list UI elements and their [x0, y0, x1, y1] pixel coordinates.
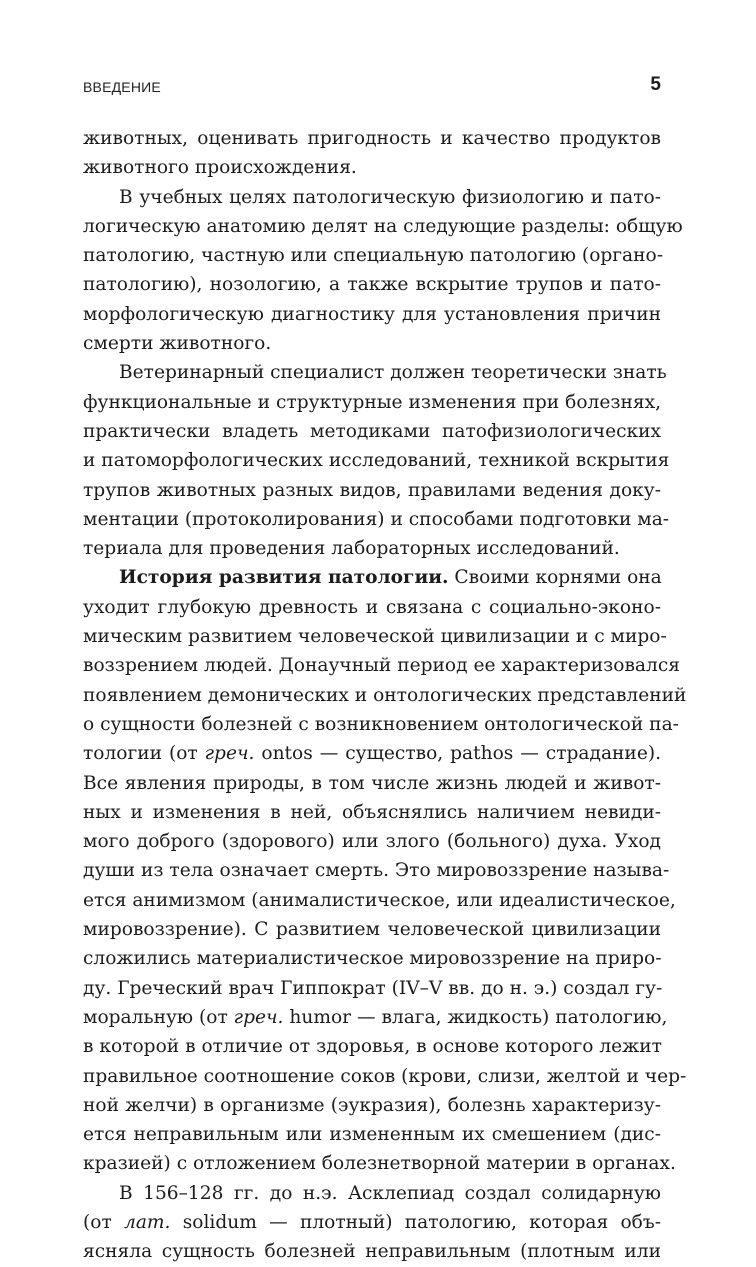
text-line: мическим развитием человеческой цивилизации и с миро-: [83, 626, 667, 648]
text-line: ных и изменения в ней, объяснялись наличием невиди-: [83, 801, 661, 823]
text-run: (от: [83, 1211, 124, 1233]
text-line: сложились материалистическое мировоззрение на приро-: [83, 948, 662, 970]
text-run: Своими корнями она: [448, 567, 662, 589]
section-heading: История развития патологии.: [119, 567, 449, 589]
text-line: функциональные и структурные изменения при болезнях,: [83, 391, 661, 413]
text-line: трупов животных разных видов, правилами ведения доку-: [83, 479, 661, 501]
paragraph: [83, 183, 683, 359]
text-line: ду. Греческий врач Гиппократ (IV–V вв. до н. э.) создал гу-: [83, 977, 663, 999]
text-line: В учебных целях патологическую физиологию и пато-: [119, 186, 661, 208]
text-run: humor — влага, жидкость) патологию,: [283, 1006, 668, 1028]
text-run: моральную (от: [83, 1006, 234, 1028]
text-line: души из тела означает смерть. Это мировоззрение называ-: [83, 860, 670, 882]
text-line: правильное соотношение соков (крови, слизи, желтой и чер-: [83, 1065, 687, 1087]
text-line: логическую анатомию делят на следующие разделы: общую: [83, 215, 683, 237]
text-line: ется анимизмом (анималистическое, или идеалистическое,: [83, 889, 676, 911]
text-line: о сущности болезней с возникновением онтологической па-: [83, 713, 679, 735]
text-line: [83, 563, 661, 592]
text-body: [83, 124, 687, 1267]
text-line: уходит глубокую древность и связана с социально-эконо-: [83, 596, 661, 618]
text-line: мого доброго (здорового) или злого (больного) духа. Уход: [83, 831, 661, 853]
text-line: морфологическую диагностику для установления причин: [83, 303, 661, 325]
text-line: и патоморфологических исследований, техникой вскрытия: [83, 450, 670, 472]
text-line: практически владеть методиками патофизиологических: [83, 420, 661, 442]
text-line: Все явления природы, в том числе жизнь людей и живот-: [83, 772, 661, 794]
text-line: животных, оценивать пригодность и качество продуктов: [83, 128, 661, 149]
text-run: ontos — существо, pathos — страдание).: [254, 743, 661, 765]
section-title: ВВЕДЕНИЕ: [83, 79, 161, 95]
text-line: патологию, частную или специальную патологию (органо-: [83, 245, 663, 267]
text-run: тологии (от: [83, 743, 205, 765]
page-number: 5: [650, 74, 661, 95]
text-run: solidum — плотный) патологию, которая объ-: [170, 1211, 661, 1233]
text-line: ной желчи) в организме (эукразия), болезнь характеризу-: [83, 1094, 661, 1116]
text-line: воззрением людей. Донаучный период ее характеризовался: [83, 655, 680, 677]
text-line: появлением демонических и онтологических представлений: [83, 684, 687, 706]
text-line: [83, 1208, 661, 1237]
text-line: [83, 739, 661, 768]
italic-abbrev: лат.: [124, 1211, 171, 1233]
text-line: животного происхождения.: [83, 157, 357, 179]
paragraph: [83, 563, 687, 1178]
paragraph: [83, 124, 661, 183]
text-line: [83, 1003, 668, 1032]
text-line: териала для проведения лабораторных исследований.: [83, 538, 620, 560]
text-line: ментации (протоколирования) и способами подготовки ма-: [83, 508, 670, 530]
text-line: В 156–128 гг. до н.э. Асклепиад создал солидарную: [119, 1182, 661, 1204]
text-line: смерти животного.: [83, 333, 272, 355]
italic-abbrev: греч.: [204, 743, 255, 765]
italic-abbrev: греч.: [233, 1006, 284, 1028]
text-line: Ветеринарный специалист должен теоретически знать: [119, 362, 667, 384]
text-line: в которой в отличие от здоровья, в основе которого лежит: [83, 1036, 662, 1058]
paragraph: [83, 358, 670, 563]
text-line: ясняла сущность болезней неправильным (плотным или: [83, 1241, 661, 1263]
paragraph: [83, 1179, 661, 1267]
text-line: мировоззрение). С развитием человеческой цивилизации: [83, 919, 661, 941]
running-head: [83, 74, 661, 98]
text-line: ется неправильным или измененным их смешением (дис-: [83, 1124, 661, 1146]
text-line: патологию), нозологию, а также вскрытие трупов и пато-: [83, 274, 661, 296]
text-line: кразией) с отложением болезнетворной материи в органах.: [83, 1153, 676, 1175]
